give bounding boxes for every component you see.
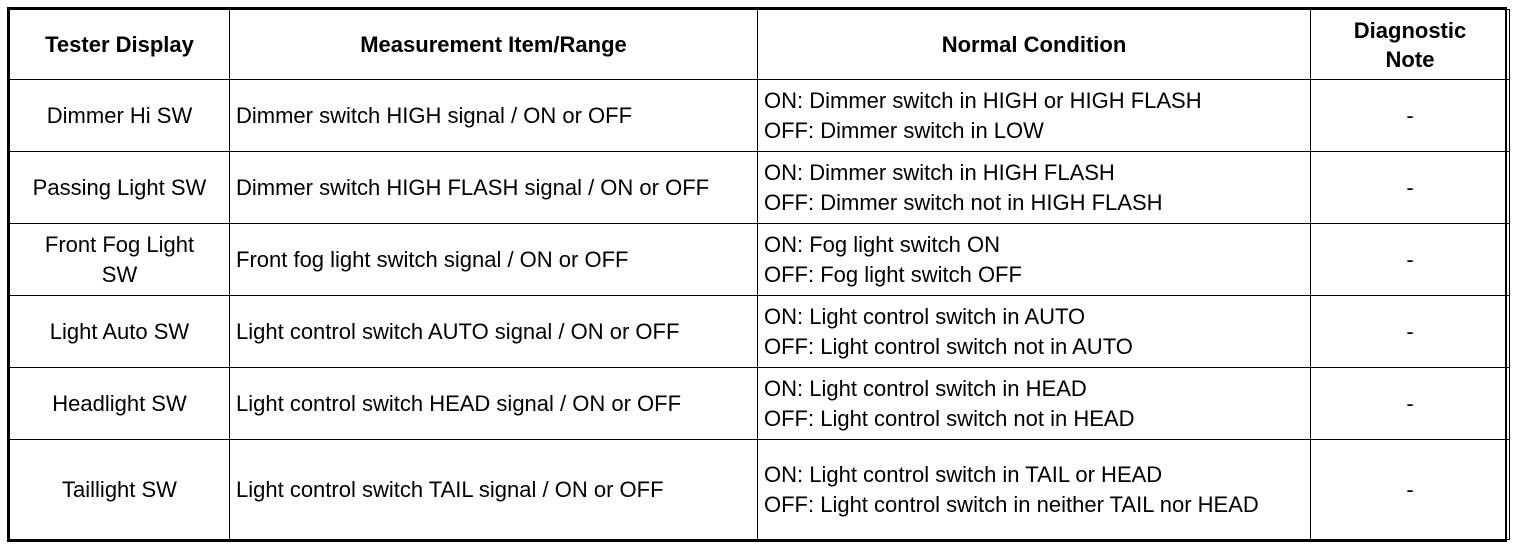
diagnostic-table	[9, 9, 1510, 540]
tester-display-cell: Light Auto SW	[10, 296, 230, 368]
tester-display-cell: Passing Light SW	[10, 152, 230, 224]
diagnostic-note-cell: -	[1311, 440, 1510, 540]
normal-condition-cell	[758, 80, 1311, 152]
diagnostic-note-cell: -	[1311, 224, 1510, 296]
table-row	[10, 152, 1510, 224]
tester-display-cell: Taillight SW	[10, 440, 230, 540]
table-row	[10, 368, 1510, 440]
table-header-row	[10, 10, 1510, 80]
diagnostic-note-cell: -	[1311, 368, 1510, 440]
normal-off-text: OFF: Light control switch not in HEAD	[764, 405, 1135, 431]
normal-off-text: OFF: Dimmer switch in LOW	[764, 117, 1044, 143]
measurement-item-cell: Front fog light switch signal / ON or OFF	[230, 224, 758, 296]
normal-off-text: OFF: Dimmer switch not in HIGH FLASH	[764, 189, 1163, 215]
tester-display-cell: Headlight SW	[10, 368, 230, 440]
normal-off-text: OFF: Light control switch in neither TAIL nor HEAD	[764, 491, 1259, 517]
normal-on-text: ON: Light control switch in TAIL or HEAD	[764, 461, 1163, 487]
normal-on-text: ON: Light control switch in AUTO	[764, 303, 1086, 329]
header-diagnostic-note	[1311, 10, 1510, 80]
normal-condition-cell	[758, 296, 1311, 368]
diagnostic-note-cell: -	[1311, 296, 1510, 368]
header-tester-display: Tester Display	[10, 10, 230, 80]
table-row	[10, 296, 1510, 368]
normal-off-text: OFF: Light control switch not in AUTO	[764, 333, 1133, 359]
normal-on-text: ON: Fog light switch ON	[764, 231, 1000, 257]
normal-off-text: OFF: Fog light switch OFF	[764, 261, 1022, 287]
measurement-item-cell: Light control switch TAIL signal / ON or OFF	[230, 440, 758, 540]
normal-on-text: ON: Light control switch in HEAD	[764, 375, 1087, 401]
diagnostic-note-cell: -	[1311, 80, 1510, 152]
tester-display-text: Front Fog Light SW	[44, 231, 195, 287]
header-diagnostic-note-text: Diagnostic Note	[1353, 17, 1467, 72]
normal-on-text: ON: Dimmer switch in HIGH FLASH	[764, 159, 1115, 185]
header-measurement-item: Measurement Item/Range	[230, 10, 758, 80]
table-row	[10, 440, 1510, 540]
table-row	[10, 224, 1510, 296]
measurement-item-cell: Light control switch AUTO signal / ON or OFF	[230, 296, 758, 368]
normal-condition-cell	[758, 224, 1311, 296]
normal-on-text: ON: Dimmer switch in HIGH or HIGH FLASH	[764, 87, 1202, 113]
header-normal-condition: Normal Condition	[758, 10, 1311, 80]
normal-condition-cell	[758, 368, 1311, 440]
normal-condition-cell	[758, 440, 1311, 540]
diagnostic-note-cell: -	[1311, 152, 1510, 224]
measurement-item-cell: Light control switch HEAD signal / ON or OFF	[230, 368, 758, 440]
normal-condition-cell	[758, 152, 1311, 224]
table-row	[10, 80, 1510, 152]
tester-display-cell	[10, 224, 230, 296]
measurement-item-cell: Dimmer switch HIGH FLASH signal / ON or OFF	[230, 152, 758, 224]
diagnostic-table-frame	[7, 7, 1507, 542]
tester-display-cell: Dimmer Hi SW	[10, 80, 230, 152]
measurement-item-cell: Dimmer switch HIGH signal / ON or OFF	[230, 80, 758, 152]
